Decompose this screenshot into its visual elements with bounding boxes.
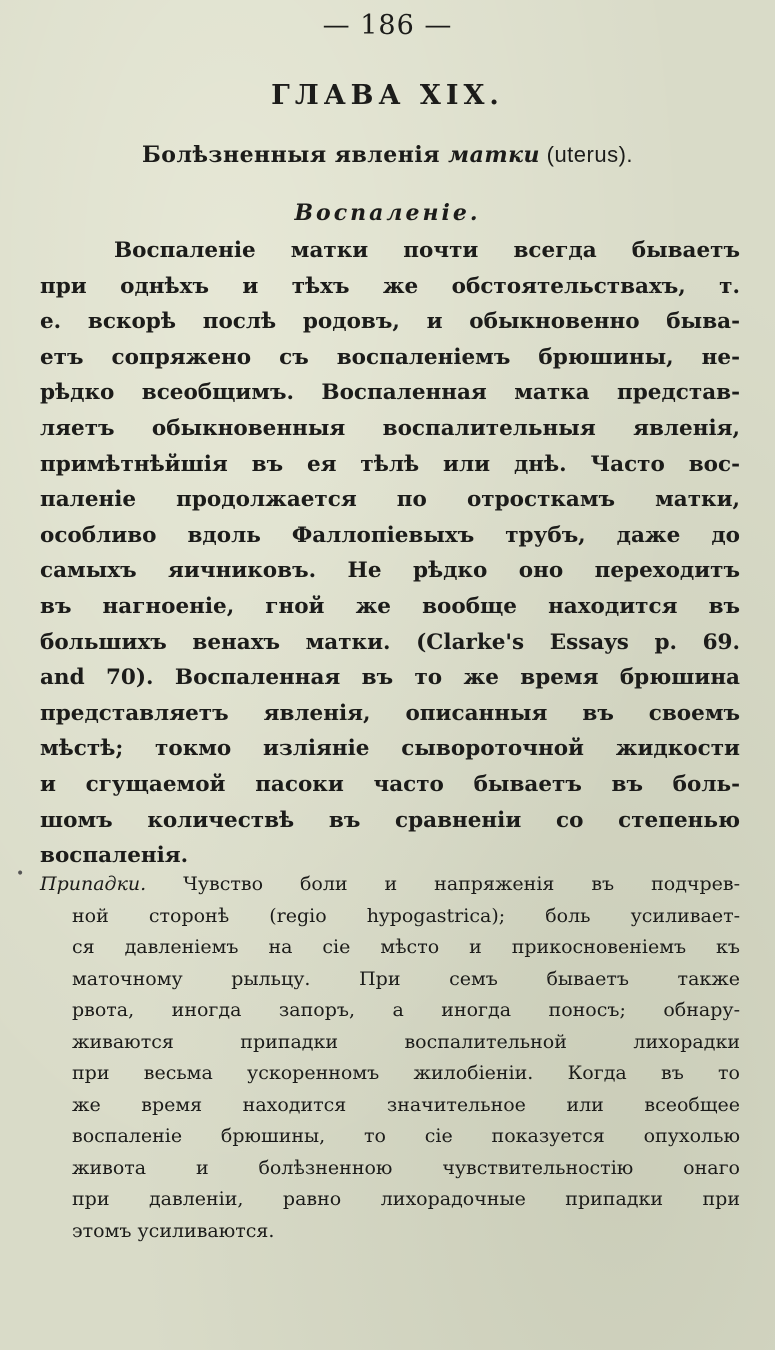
symptoms-label: Припадки.: [40, 873, 147, 895]
note-line: маточному рыльцу. При семъ бываетъ также: [72, 967, 740, 990]
note-first-line-text: Чувство боли и напряженія въ подчрев-: [146, 873, 740, 895]
text-line: особливо вдоль Фаллопіевыхъ трубъ, даже до: [40, 522, 740, 548]
text-line: and 70). Воспаленная въ то же время брюшина: [40, 665, 740, 691]
note-line: [40, 869, 740, 901]
note-line: живота и болѣзненною чувствительностію онаго: [72, 1156, 740, 1179]
note-line: при давленіи, равно лихорадочные припадки при: [72, 1188, 740, 1210]
text-line: рѣдко всеобщимъ. Воспаленная матка представ-: [40, 380, 740, 406]
section-title-prefix: Болѣзненныя явленія: [141, 142, 449, 168]
note-line: при весьма ускоренномъ жилобіеніи. Когда въ то: [72, 1062, 740, 1084]
text-line: большихъ венахъ матки. (Clarke's Essays p. 69.: [40, 629, 740, 655]
section-title-latin: (uterus).: [540, 142, 634, 167]
text-line: примѣтнѣйшія въ ея тѣлѣ или днѣ. Часто вос-: [40, 451, 740, 477]
text-line: въ нагноеніе, гной же вообще находится въ: [40, 593, 740, 619]
text-line: етъ сопряжено съ воспаленіемъ брюшины, не-: [40, 344, 740, 370]
text-line: представляетъ явленія, описанныя въ своемъ: [40, 700, 740, 726]
main-paragraph: [40, 233, 740, 874]
text-line: воспаленія.: [40, 843, 189, 869]
text-line: при однѣхъ и тѣхъ же обстоятельствахъ, т.: [40, 273, 740, 299]
margin-dot: •: [16, 866, 25, 882]
note-line: воспаленіе брюшины, то сіе показуется опухолью: [72, 1125, 740, 1147]
text-line: паленіе продолжается по отросткамъ матки,: [40, 487, 740, 513]
text-line: мѣстѣ; токмо изліяніе сывороточной жидкости: [40, 736, 740, 762]
note-line: же время находится значительное или всеобщее: [72, 1093, 740, 1116]
text-line: ляетъ обыкновенныя воспалительныя явленія,: [40, 415, 740, 441]
page-number: — 186 —: [322, 10, 453, 41]
text-line: и сгущаемой пасоки часто бываетъ въ боль-: [40, 771, 740, 797]
subsection-title: Воспаленіе.: [294, 200, 481, 226]
text-line: Воспаленіе матки почти всегда бываетъ: [114, 238, 740, 263]
note-line: живаются припадки воспалительной лихорадки: [72, 1030, 740, 1053]
note-line: ся давленіемъ на сіе мѣсто и прикосновеніемъ къ: [72, 936, 740, 958]
note-line: ной сторонѣ (regio hypogastrica); боль усиливает-: [72, 904, 740, 927]
text-line: шомъ количествѣ въ сравненіи со степенью: [40, 807, 740, 833]
section-title: [0, 142, 775, 168]
note-line: рвота, иногда запоръ, а иногда поносъ; обнару-: [72, 999, 740, 1021]
note-line: этомъ усиливаются.: [72, 1219, 275, 1242]
symptoms-paragraph: [40, 869, 740, 1247]
chapter-title: ГЛАВА XIX.: [271, 80, 504, 111]
text-line: самыхъ яичниковъ. Не рѣдко оно переходитъ: [40, 558, 740, 584]
text-line: е. вскорѣ послѣ родовъ, и обыкновенно быва-: [40, 309, 740, 335]
section-title-italic: матки: [448, 142, 540, 168]
